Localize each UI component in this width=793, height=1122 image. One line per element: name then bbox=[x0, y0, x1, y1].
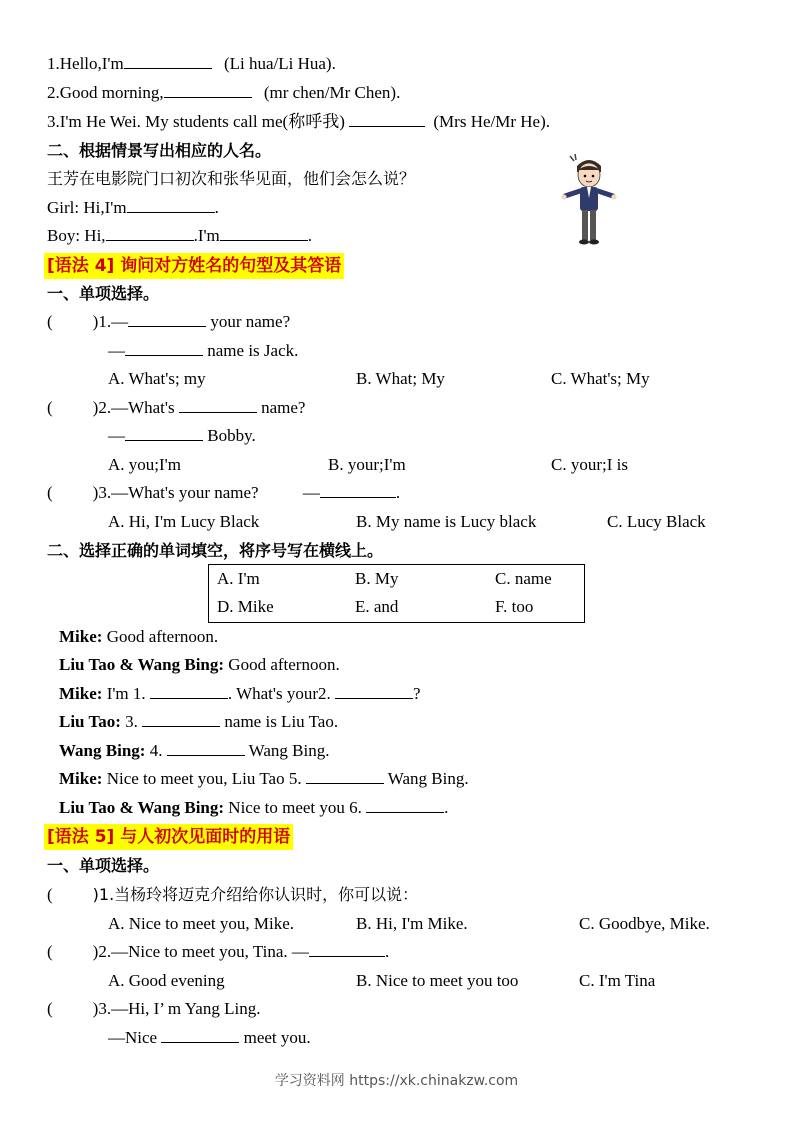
answer-blank[interactable] bbox=[150, 683, 228, 699]
option-a[interactable]: A. Hi, I'm Lucy Black bbox=[108, 512, 260, 531]
answer-blank[interactable] bbox=[309, 941, 385, 957]
mc-question-2: ( )2.—Nice to meet you, Tina. — . bbox=[47, 942, 390, 961]
answer-blank[interactable] bbox=[220, 225, 308, 241]
dialog-line: Mike: Nice to meet you, Liu Tao 5. Wang Bing. bbox=[59, 769, 469, 788]
answer-blank[interactable] bbox=[106, 225, 194, 241]
answer-blank[interactable] bbox=[142, 711, 220, 727]
answer-blank[interactable] bbox=[161, 1027, 239, 1043]
word-bank-box bbox=[208, 564, 585, 623]
girl-line: Girl: Hi,I'm . bbox=[47, 198, 219, 217]
section-heading: 一、单项选择。 bbox=[47, 856, 160, 875]
dialog-line: Mike: Good afternoon. bbox=[59, 627, 219, 646]
mc-question-3: ( )3.—What's your name? — . bbox=[47, 483, 401, 502]
mc-question-1-reply: — name is Jack. bbox=[108, 341, 299, 360]
option-b[interactable]: B. My name is Lucy black bbox=[356, 512, 537, 531]
dialog-line: Liu Tao & Wang Bing: Nice to meet you 6. . bbox=[59, 798, 449, 817]
answer-blank[interactable] bbox=[306, 768, 384, 784]
boy-illustration bbox=[560, 152, 618, 248]
option-b[interactable]: B. Nice to meet you too bbox=[356, 971, 519, 990]
answer-blank[interactable] bbox=[164, 82, 252, 98]
grammar-5-banner: [语法 5] 与人初次见面时的用语 bbox=[44, 824, 293, 850]
word-bank-item: C. name bbox=[495, 569, 552, 588]
option-a[interactable]: A. Nice to meet you, Mike. bbox=[108, 914, 295, 933]
scenario-text: 王芳在电影院门口初次和张华见面，他们会怎么说？ bbox=[47, 169, 416, 188]
dialog-line: Wang Bing: 4. Wang Bing. bbox=[59, 741, 330, 760]
mc-question-3: ( )3.—Hi, I’ m Yang Ling. bbox=[47, 999, 261, 1018]
option-c[interactable]: C. I'm Tina bbox=[579, 971, 656, 990]
mc-question-1: ( )1.当杨玲将迈克介绍给你认识时，你可以说： bbox=[47, 885, 419, 904]
fill-question-1: 1.Hello,I'm (Li hua/Li Hua). bbox=[47, 54, 336, 73]
footer-watermark: 学习资料网 https://xk.chinakzw.com bbox=[274, 1073, 519, 1089]
answer-blank[interactable] bbox=[179, 397, 257, 413]
mc-question-1: ( )1.— your name? bbox=[47, 312, 291, 331]
answer-blank[interactable] bbox=[366, 797, 444, 813]
answer-blank[interactable] bbox=[320, 482, 396, 498]
section-heading: 二、根据情景写出相应的人名。 bbox=[47, 141, 272, 160]
word-bank-item: D. Mike bbox=[217, 597, 274, 616]
option-a[interactable]: A. Good evening bbox=[108, 971, 225, 990]
grammar-4-banner: [语法 4] 询问对方姓名的句型及其答语 bbox=[44, 253, 344, 279]
option-b[interactable]: B. your;I'm bbox=[328, 455, 406, 474]
boy-line: Boy: Hi, .I'm . bbox=[47, 226, 313, 245]
answer-blank[interactable] bbox=[128, 311, 206, 327]
fill-question-3: 3.I'm He Wei. My students call me(称呼我) (Mrs He/Mr He). bbox=[47, 112, 550, 131]
answer-blank[interactable] bbox=[167, 740, 245, 756]
word-bank-item: F. too bbox=[495, 597, 534, 616]
answer-blank[interactable] bbox=[124, 53, 212, 69]
option-a[interactable]: A. you;I'm bbox=[108, 455, 181, 474]
dialog-line: Mike: I'm 1. . What's your2. ? bbox=[59, 684, 421, 703]
answer-blank[interactable] bbox=[335, 683, 413, 699]
answer-blank[interactable] bbox=[127, 197, 215, 213]
option-c[interactable]: C. Lucy Black bbox=[607, 512, 706, 531]
section-heading: 一、单项选择。 bbox=[47, 284, 160, 303]
mc-question-3-reply: —Nice meet you. bbox=[108, 1028, 311, 1047]
section-heading: 二、选择正确的单词填空，将序号写在横线上。 bbox=[47, 541, 384, 560]
option-c[interactable]: C. your;I is bbox=[551, 455, 628, 474]
dialog-line: Liu Tao: 3. name is Liu Tao. bbox=[59, 712, 339, 731]
option-b[interactable]: B. Hi, I'm Mike. bbox=[356, 914, 468, 933]
word-bank-item: E. and bbox=[355, 597, 399, 616]
mc-question-2-reply: — Bobby. bbox=[108, 426, 256, 445]
word-bank-item: A. I'm bbox=[217, 569, 260, 588]
option-b[interactable]: B. What; My bbox=[356, 369, 445, 388]
option-c[interactable]: C. What's; My bbox=[551, 369, 650, 388]
answer-blank[interactable] bbox=[349, 111, 425, 127]
word-bank-item: B. My bbox=[355, 569, 399, 588]
answer-blank[interactable] bbox=[125, 340, 203, 356]
option-a[interactable]: A. What's; my bbox=[108, 369, 206, 388]
mc-question-2: ( )2.—What's name? bbox=[47, 398, 306, 417]
answer-blank[interactable] bbox=[125, 425, 203, 441]
dialog-line: Liu Tao & Wang Bing: Good afternoon. bbox=[59, 655, 340, 674]
fill-question-2: 2.Good morning, (mr chen/Mr Chen). bbox=[47, 83, 401, 102]
option-c[interactable]: C. Goodbye, Mike. bbox=[579, 914, 710, 933]
